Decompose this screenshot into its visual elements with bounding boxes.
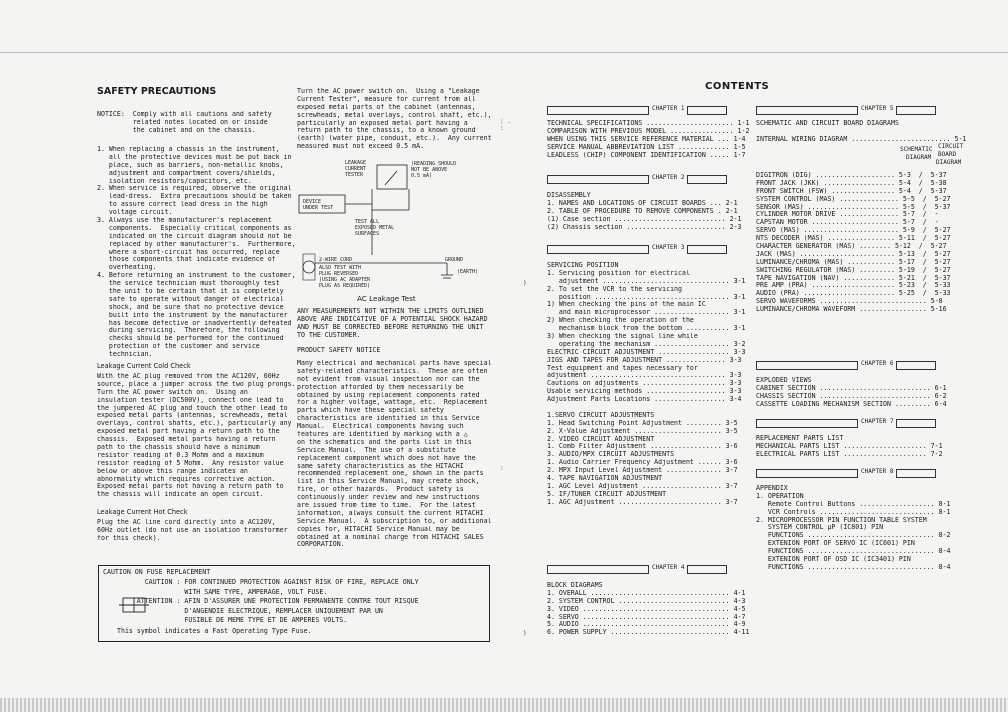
toc-entry: 3. AUDIO/MPX CIRCUIT ADJUSTMENTS: [547, 451, 675, 459]
text-line: Service Manual. A subscription to, or additional: [297, 517, 492, 525]
toc-entry: 1. Audio Carrier Frequency Adjustment ...... 3-6: [547, 459, 738, 467]
toc-entry: Test equipment and tapes necessary for: [547, 364, 698, 372]
text-line: TO THE CUSTOMER.: [297, 331, 361, 339]
chapter-1-list: [547, 120, 749, 159]
toc-entry: 2) When checking the operation of the: [547, 317, 694, 325]
fuse-caution-title: CAUTION ON FUSE REPLACEMENT: [103, 568, 211, 576]
diagram-current-label: CURRENT: [345, 166, 367, 172]
text-line: parts which have these special safety: [297, 407, 444, 415]
text-line: Turn the AC power switch on. Using an: [97, 388, 248, 396]
toc-entry: JIGS AND TAPES FOR ADJUSTMENT ............... 3-3: [547, 356, 742, 364]
toc-entry: SCHEMATIC AND CIRCUIT BOARD DIAGRAMS: [756, 120, 899, 127]
diagram-also-1: ALSO TEST WITH: [319, 265, 362, 271]
text-line: place, such as barriers, non-metallic knobs,: [97, 161, 284, 169]
text-line: the service technician must thoroughly test: [97, 280, 280, 288]
text-line: isolation resistors/capacitors, etc.: [97, 177, 252, 185]
toc-entry: 2. SYSTEM CONTROL ............................ 4-3: [547, 597, 746, 605]
diagram-test-2: EXPOSED METAL: [355, 225, 395, 231]
fuse-caution-box: [98, 565, 490, 642]
chapter-7-list: [756, 435, 943, 459]
chapter-6-list: [756, 377, 947, 409]
toc-entry: AUDIO (PRA) ....................... 5-25 / 5-33: [756, 290, 951, 298]
diagram-test-3: SURFACES: [355, 231, 380, 237]
text-line: the cabinet and on the chassis.: [97, 126, 256, 134]
text-line: not evident from visual inspection nor can the: [297, 375, 480, 383]
text-line: 3. Always use the manufacturer's replacement: [97, 217, 272, 225]
toc-entry: 1. Comb Filter Adjustment .................. 3-6: [547, 443, 738, 451]
leakage-diagram-svg: [297, 155, 502, 300]
toc-entry: CHARACTER GENERATOR (MAS) ........ 5-12 / 5-27: [756, 243, 947, 251]
leakage-test-intro: [297, 88, 492, 151]
outlet-icon: [303, 261, 315, 273]
toc-entry: [547, 404, 746, 412]
toc-entry: 2. MICROPROCESSOR PIN FUNCTION TABLE SYSTEM: [756, 516, 927, 524]
toc-entry: FUNCTIONS ................................ 8-2: [756, 532, 951, 540]
chapter-7-label: CHAPTER 7: [861, 418, 894, 425]
chapter-5-header: [756, 105, 936, 115]
toc-entry: FRONT JACK (JKK) .................. 5-4 / 5-38: [756, 179, 947, 187]
toc-entry: NTS DECODER (MAS) ................. 5-11 / 5-27: [756, 235, 951, 243]
text-line: on the schematics and the parts list in this: [297, 438, 472, 446]
toc-entry: SERVICING POSITION: [547, 262, 619, 269]
toc-entry: 2. VIDEO CIRCUIT ADJUSTMENT: [547, 435, 655, 443]
toc-entry: [756, 128, 966, 136]
text-line: NOTICE: Comply with all cautions and safety: [97, 111, 272, 118]
diagram-device-1: DEVICE: [303, 199, 322, 205]
chapter-1-label: CHAPTER 1: [652, 105, 685, 112]
text-line: replacement component which does not have the: [297, 454, 476, 462]
chapter-3-label: CHAPTER 3: [652, 244, 685, 251]
toc-entry: position .................................. 3-1: [547, 293, 746, 301]
text-line: are issued from time to time. For the latest: [297, 502, 476, 510]
toc-entry: SERVO WAVEFORMS ........................... 5-8: [756, 298, 943, 306]
toc-entry: COMPARISON WITH PREVIOUS MODEL ................ 1-2: [547, 127, 750, 135]
text-line: path to the chassis should have a minimum: [97, 444, 260, 452]
toc-entry: SWITCHING REGULATOR (MAS) ......... 5-19 / 5-27: [756, 266, 951, 274]
col-head-board: BOARD: [938, 151, 957, 158]
text-line: those components that indicate evidence of: [97, 256, 276, 264]
toc-entry: SENSOR (MAS) ....................... 5-5 / 5-37: [756, 203, 951, 211]
toc-entry: VCR Controls ............................. 8-1: [756, 508, 951, 516]
toc-entry: 1) When checking the pins of the main IC: [547, 301, 706, 309]
toc-entry: INTERNAL WIRING DIAGRAM ......................... 5-1: [756, 135, 967, 143]
text-line: exposed metal part having a return path to the: [97, 428, 280, 436]
text-line: shock, and be sure that no protective device: [97, 303, 284, 311]
text-line: characteristics are identified in this Service: [297, 415, 480, 423]
text-line: related notes located on or inside: [97, 118, 268, 126]
text-line: to assure correct lead dress in the high: [97, 201, 268, 209]
text-line: all the protective devices must be put back in: [97, 153, 292, 161]
text-line: particularly an exposed metal part having a: [297, 119, 468, 127]
text-line: during servicing. Therefore, the following: [97, 327, 280, 335]
toc-entry: SERVICE MANUAL ABBREVIATION LIST ............. 1-5: [547, 143, 746, 151]
toc-entry: adjustment .................................. 3-3: [547, 372, 742, 380]
toc-entry: 2. MPX Input Level Adjustment .............. 3-7: [547, 467, 738, 475]
text-line: AND MUST BE CORRECTED BEFORE RETURNING THE UNIT: [297, 323, 484, 331]
chapter-5-list: [756, 172, 951, 314]
diagram-tester-label: TESTER: [345, 172, 364, 178]
toc-entry: adjustment ................................ 3-1: [547, 277, 746, 285]
chapter-8-label: CHAPTER 8: [861, 468, 894, 475]
toc-entry: 1. Head Switching Point Adjustment ......... 3-5: [547, 419, 738, 427]
text-line: obtained at a nominal charge from HITACHI SALES: [297, 533, 484, 541]
text-line: WITH SAME TYPE, AMPERAGE, VOLT FUSE.: [105, 587, 328, 596]
toc-entry: 1. NAMES AND LOCATIONS OF CIRCUIT BOARDS ... 2-1: [547, 199, 738, 207]
chapter-8-list: [756, 485, 951, 572]
toc-entry: operating the mechanism ................... 3-2: [547, 340, 746, 348]
toc-entry: 2. TABLE OF PROCEDURE TO REMOVE COMPONENTS . 2-1: [547, 207, 738, 215]
chapter-4-header: [547, 564, 727, 574]
toc-entry: DISASSEMBLY: [547, 192, 591, 199]
toc-entry: 1. AGC Level Adjustment .................... 3-7: [547, 482, 738, 490]
diagram-also-3: (USING AC ADAPTER: [319, 277, 371, 283]
toc-entry: 4. SERVO ..................................... 4-7: [547, 613, 746, 621]
chapter-2-header: [547, 174, 727, 184]
toc-entry: REPLACEMENT PARTS LIST: [756, 435, 844, 442]
chapter-7-header: [756, 418, 936, 428]
binding-mark: ): [523, 630, 527, 637]
scan-bottom-strip: [0, 698, 1008, 712]
text-line: voltage circuit.: [97, 209, 173, 217]
text-line: technician.: [97, 351, 153, 359]
text-line: recommended replacement one, shown in the parts: [297, 470, 484, 478]
toc-entry: SYSTEM CONTROL (MAS) ............... 5-5 / 5-27: [756, 195, 951, 203]
text-line: list in this Service Manual, may create shock,: [297, 478, 480, 486]
text-line: the chassis will indicate an open circuit.: [97, 491, 264, 499]
text-line: ANY MEASUREMENTS NOT WITHIN THE LIMITS OUTLINED: [297, 308, 484, 315]
text-line: has become defective or inadvertently defeated: [97, 319, 292, 327]
toc-entry: WHEN USING THIS SERVICE REFERENCE MATERIAL ... 1-4: [547, 135, 746, 143]
toc-entry: 1.SERVO CIRCUIT ADJUSTMENTS: [547, 411, 655, 419]
toc-entry: 5. IF/TUNER CIRCUIT ADJUSTMENT: [547, 490, 667, 498]
toc-entry: ELECTRIC CIRCUIT ADJUSTMENT .................. 3-3: [547, 348, 746, 356]
toc-entry: Adjustment Parts Locations .................. 3-4: [547, 396, 742, 404]
text-line: D'ANGENDIE ELECTRIQUE, REMPLACER UNIQUEMENT PAR UN: [105, 606, 383, 615]
binding-mark: : . :: [500, 118, 511, 132]
text-line: copies for, HITACHI Service Manual may be: [297, 525, 460, 533]
text-line: 2. When service is required, observe the original: [97, 185, 292, 193]
chapter-6-label: CHAPTER 6: [861, 360, 894, 367]
toc-entry: mechanism block from the bottom ........... 3-1: [547, 325, 746, 333]
text-line: resistor reading of 0.3 Mohm and a maximum: [97, 451, 264, 459]
toc-entry: (1) Case section ............................ 2-1: [547, 215, 742, 223]
toc-entry: 1. OPERATION: [756, 492, 804, 500]
hot-check-text: [97, 519, 288, 543]
toc-entry: EXTENION PORT OF SERVO IC (IC601) PIN: [756, 540, 915, 548]
text-line: lead-dress. Extra precautions should be taken: [97, 193, 292, 201]
text-line: ATTENTION : AFIN D'ASSURER UNE PROTECTION PERMANENTE CONTRE TOUT RISQUE: [105, 597, 419, 605]
text-line: FUSIBLE DE MEME TYPE ET DE AMPERES VOLTS.: [105, 616, 348, 624]
chapter-1-header: [547, 105, 727, 115]
diagram-leakage-label: LEAKAGE: [345, 160, 367, 166]
text-line: where a short-circuit has occurred, replace: [97, 248, 280, 256]
text-line: checks should be performed for the continued: [97, 335, 284, 343]
toc-entry: (2) Chassis section ......................... 2-3: [547, 223, 742, 231]
text-line: protection of the customer and service: [97, 343, 260, 351]
text-line: components. Especially critical components as: [97, 224, 292, 232]
text-line: same safety characteristics as the HITACHI: [297, 462, 464, 470]
toc-entry: 4. TAPE NAVIGATION ADJUSTMENT: [547, 475, 663, 483]
shock-hazard-warning: [297, 308, 488, 340]
diagram-reading-1: (READING SHOULD: [411, 161, 457, 167]
text-line: exposed metal parts (antennas, screwheads, metal: [97, 412, 288, 420]
toc-entry: FUNCTIONS ................................ 8-4: [756, 548, 951, 556]
cold-check-text: [97, 373, 296, 499]
toc-entry: FUNCTIONS ................................ 8-4: [756, 563, 951, 571]
toc-entry: CABINET SECTION ............................ 6-1: [756, 384, 947, 392]
col-head-diagram: DIAGRAM: [906, 154, 932, 161]
text-line: obtained by using replacement components rated: [297, 391, 480, 399]
safety-precautions-title: SAFETY PRECAUTIONS: [97, 86, 217, 97]
binding-mark: :: [500, 465, 504, 472]
text-line: safety-related characteristics. These are often: [297, 367, 488, 375]
text-line: abnormality which requires corrective action.: [97, 475, 276, 483]
fuse-caution-text: [105, 578, 419, 626]
chapter-5-label: CHAPTER 5: [861, 105, 894, 112]
text-line: protection afforded by them necessarily be: [297, 383, 464, 391]
toc-entry: Remote Control Buttons ................... 8-1: [756, 500, 951, 508]
toc-entry: 1. AGC Adjustment .......................... 3-7: [547, 498, 738, 506]
text-line: information, always consult the current HITACHI: [297, 509, 484, 517]
page-top-rule: [0, 52, 1008, 53]
chapter-5-intro: [756, 120, 966, 144]
diagram-cord-label: 2-WIRE CORD: [319, 257, 353, 263]
notice-text: [97, 111, 272, 135]
text-line: (earth) (water pipe, conduit, etc.). Any current: [297, 135, 492, 143]
text-line: 1. When replacing a chassis in the instrument,: [97, 146, 280, 153]
toc-entry: 3) When checking the signal line while: [547, 333, 698, 341]
toc-entry: Cautions on adjustments ..................... 3-3: [547, 380, 742, 388]
diagram-ground-label: GROUND: [445, 257, 464, 263]
toc-entry: CYLINDER MOTOR DRIVE ............... 5-7 / -: [756, 211, 939, 219]
text-line: screwheads, metal overlays, control shaft, etc.),: [297, 111, 492, 119]
cold-check-title: Leakage Current Cold Check: [97, 362, 191, 370]
text-line: Exposed metal parts not having a return path to: [97, 483, 284, 491]
text-line: With the AC plug removed from the AC120V, 60Hz: [97, 373, 280, 380]
text-line: continuously under review and new instructions: [297, 494, 480, 502]
text-line: adjustment and compartment covers/shields,: [97, 169, 276, 177]
text-line: fire, or other hazards. Product safety is: [297, 486, 464, 494]
toc-entry: 5. AUDIO ..................................... 4-9: [547, 621, 746, 629]
safety-precautions-section: [97, 86, 216, 97]
text-line: overheating.: [97, 264, 157, 272]
text-line: overlays, control shafts, etc.), particularly any: [97, 420, 292, 428]
product-safety-text: [297, 360, 492, 549]
toc-entry: PRE AMP (PRA) ..................... 5-23 / 5-33: [756, 282, 951, 290]
text-line: Manual. Electrical components having such: [297, 423, 464, 431]
text-line: replaced by other manufacturer's. Furthermore,: [97, 240, 296, 248]
toc-entry: FRONT SWITCH (FSW) ................ 5-4 / 5-37: [756, 187, 947, 195]
chapter-3-header: [547, 244, 727, 254]
text-line: features are identified by marking with a △: [297, 431, 468, 439]
text-line: return path to the chassis, to a known ground: [297, 127, 476, 135]
binding-mark: ): [523, 280, 527, 287]
text-line: ABOVE ARE INDICATIVE OF A POTENTIAL SHOCK HAZARD: [297, 315, 488, 323]
toc-entry: TAPE NAVIGATION (NAV) ............. 5-21 / 5-37: [756, 274, 951, 282]
fuse-symbol-footer: This symbol indicates a Fast Operating Type Fuse.: [117, 627, 312, 635]
text-line: CORPORATION.: [297, 541, 345, 549]
text-line: for a higher voltage, wattage, etc. Replacement: [297, 399, 488, 407]
toc-entry: Usable servicing methods .................... 3-3: [547, 388, 742, 396]
toc-entry: BLOCK DIAGRAMS: [547, 582, 603, 589]
toc-entry: ELECTRICAL PARTS LIST ..................... 7-2: [756, 450, 943, 458]
ac-leakage-test-diagram: [297, 155, 502, 300]
diagram-reading-3: 0.5 mA): [411, 173, 433, 179]
diagram-device-2: UNDER TEST: [303, 205, 334, 211]
text-line: 4. Before returning an instrument to the customer,: [97, 272, 296, 280]
text-line: Turn the AC power switch on. Using a "Leakage: [297, 88, 480, 95]
toc-entry: MECHANICAL PARTS LIST ..................... 7-1: [756, 442, 943, 450]
toc-entry: TECHNICAL SPECIFICATIONS ...................... 1-1: [547, 120, 750, 127]
diagram-caption: AC Leakage Test: [357, 294, 416, 303]
toc-entry: DIGITRON (DIG) .................... 5-3 / 5-37: [756, 172, 947, 179]
text-line: chassis. Exposed metal parts having a return: [97, 436, 276, 444]
toc-entry: EXPLODED VIEWS: [756, 377, 812, 384]
toc-entry: JACK (MAS) ........................ 5-13 / 5-27: [756, 250, 951, 258]
hot-check-title: Leakage Current Hot Check: [97, 508, 188, 516]
text-line: resistor reading of 5 Mohm. Any resistor value: [97, 459, 284, 467]
text-line: built into the instrument by the manufacturer: [97, 311, 288, 319]
safety-instructions-list: [97, 146, 296, 359]
text-line: indicated on the circuit diagram should not be: [97, 232, 292, 240]
chapter-4-label: CHAPTER 4: [652, 564, 685, 571]
diagram-test-1: TEST ALL: [355, 219, 380, 225]
diagram-also-4: PLUG AS REQUIRED): [319, 283, 371, 289]
text-line: the jumpered AC plug and touch the other lead to: [97, 404, 288, 412]
toc-entry: CAPSTAN MOTOR ...................... 5-7 / -: [756, 219, 939, 227]
toc-entry: 2. X-Value Adjustment ...................... 3-5: [547, 427, 738, 435]
meter-needle: [385, 171, 397, 185]
diagram-also-2: PLUG REVERSED: [319, 271, 359, 277]
toc-entry: CHASSIS SECTION ............................ 6-2: [756, 392, 947, 400]
chapter-2-list: [547, 192, 742, 231]
toc-entry: LEADLESS (CHIP) COMPONENT IDENTIFICATION ..... 1-7: [547, 151, 746, 159]
text-line: Current Tester", measure for current from all: [297, 95, 476, 103]
text-line: Plug the AC line cord directly into a AC120V,: [97, 519, 276, 526]
product-safety-title: PRODUCT SAFETY NOTICE: [297, 346, 381, 354]
text-line: safe to operate without danger of electrical: [97, 295, 284, 303]
diagram-earth-label: (EARTH): [457, 269, 479, 275]
chapter-2-label: CHAPTER 2: [652, 174, 685, 181]
text-line: Service Manual. The use of a substitute: [297, 446, 456, 454]
col-head-circuit: CIRCUIT: [938, 143, 964, 150]
toc-entry: CASSETTE LOADING MECHANISM SECTION ......... 6-4: [756, 400, 947, 408]
toc-entry: and main microprocessor ................... 3-1: [547, 309, 746, 317]
fuse-symbol-icon: [119, 594, 149, 616]
col-head-board-diagram: DIAGRAM: [936, 159, 962, 166]
text-line: the unit to be certain that it is completely: [97, 288, 284, 296]
toc-entry: LUMINANCE/CHROMA (MAS) ............ 5-17 / 5-27: [756, 258, 951, 266]
text-line: for this check).: [97, 534, 161, 542]
col-head-schematic: SCHEMATIC: [900, 146, 933, 153]
toc-entry: 1. Servicing position for electrical: [547, 269, 690, 277]
text-line: CAUTION : FOR CONTINUED PROTECTION AGAINST RISK OF FIRE, REPLACE ONLY: [105, 578, 419, 586]
toc-entry: APPENDIX: [756, 485, 788, 492]
toc-entry: 2. To set the VCR to the servicing: [547, 285, 682, 293]
text-line: 60Hz outlet (do not use an isolation transformer: [97, 526, 288, 534]
toc-entry: SYSTEM CONTROL μP (IC801) PIN: [756, 524, 884, 532]
toc-entry: LUMINANCE/CHROMA WAVEFORM ................. 5-16: [756, 306, 947, 314]
text-line: insulation tester (DC500V), connect one lead to: [97, 396, 284, 404]
toc-entry: 3. VIDEO ..................................... 4-5: [547, 605, 746, 613]
diagram-reading-2: NOT BE ABOVE: [411, 167, 448, 173]
chapter-3-list: [547, 262, 746, 507]
toc-entry: 1. OVERALL ................................... 4-1: [547, 589, 746, 597]
text-line: Many electrical and mechanical parts have special: [297, 360, 492, 367]
text-line: measured must not exceed 0.5 mA.: [297, 143, 425, 151]
contents-title: CONTENTS: [705, 81, 770, 92]
text-line: source, place a jumper across the two plug prongs.: [97, 380, 296, 388]
chapter-6-header: [756, 360, 936, 370]
text-line: exposed metal parts of the cabinet (antennas,: [297, 103, 476, 111]
toc-entry: SERVO (MAS) ........................ 5-9 / 5-27: [756, 227, 951, 235]
text-line: below or above this range indicates an: [97, 467, 248, 475]
chapter-8-header: [756, 468, 936, 478]
toc-entry: 6. POWER SUPPLY .............................. 4-11: [547, 629, 750, 637]
chapter-4-list: [547, 582, 749, 637]
toc-entry: EXTENION PORT OF OSD IC (IC3401) PIN: [756, 556, 911, 564]
